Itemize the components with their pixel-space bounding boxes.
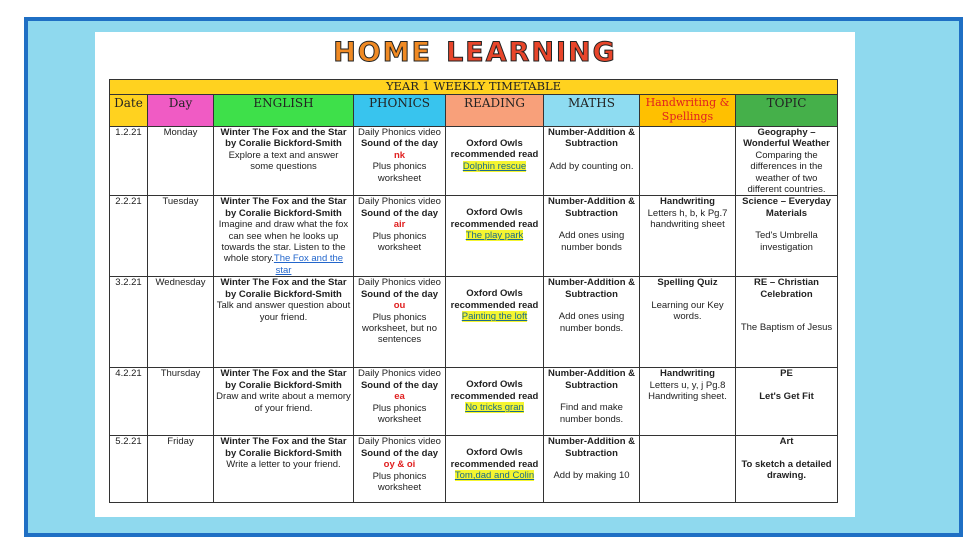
maths-task: Add ones using number bonds <box>558 230 625 253</box>
maths-cell <box>544 277 640 368</box>
banner-word-home: HOME <box>333 37 433 68</box>
english-task: Write a letter to your friend. <box>226 459 341 471</box>
table-row <box>110 436 838 503</box>
phonics-sound: oy & oi <box>383 459 416 471</box>
maths-task: Find and make number bonds. <box>559 402 624 425</box>
reading-book-link[interactable]: Painting the loft <box>461 311 528 323</box>
topic-cell <box>736 277 838 368</box>
handwriting-cell <box>640 196 736 277</box>
phonics-sound-label: Sound of the day <box>360 207 439 219</box>
maths-title: Number-Addition & Subtraction <box>547 368 636 391</box>
phonics-worksheet: Plus phonics worksheet <box>372 470 427 493</box>
phonics-cell <box>354 127 446 196</box>
phonics-video: Daily Phonics video <box>358 277 441 289</box>
english-title: Winter The Fox and the Star by Coralie Bickford-Smith <box>220 277 347 300</box>
reading-cell <box>446 436 544 503</box>
header-maths: MATHS <box>544 95 640 127</box>
timetable-title: YEAR 1 WEEKLY TIMETABLE <box>110 80 838 95</box>
date-cell: 4.2.21 <box>110 368 148 436</box>
phonics-video: Daily Phonics video <box>358 196 441 208</box>
handwriting-cell <box>640 127 736 196</box>
topic-task: To sketch a detailed drawing. <box>741 458 832 482</box>
timetable-sheet <box>95 32 855 517</box>
topic-title: Science – Everyday Materials <box>742 196 831 219</box>
phonics-cell <box>354 436 446 503</box>
day-cell: Monday <box>148 127 214 196</box>
topic-task: The Baptism of Jesus <box>740 322 833 334</box>
story-video-link[interactable]: The Fox and the star <box>273 253 344 276</box>
maths-title: Number-Addition & Subtraction <box>547 127 636 150</box>
phonics-cell <box>354 368 446 436</box>
english-title: Winter The Fox and the Star by Coralie Bickford-Smith <box>220 196 347 219</box>
header-handwriting: Handwriting & Spellings <box>640 95 736 127</box>
english-task: Explore a text and answer some questions <box>228 149 339 173</box>
table-row <box>110 196 838 277</box>
maths-title: Number-Addition & Subtraction <box>547 196 636 219</box>
english-cell <box>214 436 354 503</box>
english-cell <box>214 196 354 277</box>
english-title: Winter The Fox and the Star by Coralie Bickford-Smith <box>220 436 347 459</box>
reading-cell <box>446 196 544 277</box>
phonics-cell <box>354 277 446 368</box>
handwriting-cell <box>640 277 736 368</box>
topic-title: RE – Christian Celebration <box>754 277 819 300</box>
header-phonics: PHONICS <box>354 95 446 127</box>
table-row <box>110 368 838 436</box>
maths-task: Add by counting on. <box>549 160 634 172</box>
reading-cell <box>446 277 544 368</box>
phonics-video: Daily Phonics video <box>358 436 441 448</box>
english-task: Imagine and draw what the fox can see when he looks up towards the star. Listen to the whole story. <box>218 219 349 265</box>
phonics-sound-label: Sound of the day <box>360 288 439 300</box>
maths-task: Add by making 10 <box>553 470 630 482</box>
handwriting-title: Handwriting <box>660 196 715 208</box>
home-learning-banner <box>95 37 855 73</box>
header-reading: READING <box>446 95 544 127</box>
date-cell: 2.2.21 <box>110 196 148 277</box>
table-row <box>110 277 838 368</box>
reading-cell <box>446 368 544 436</box>
handwriting-title: Handwriting <box>660 368 715 380</box>
reading-book-link[interactable]: Dolphin rescue <box>462 160 527 172</box>
header-day: Day <box>148 95 214 127</box>
english-title: Winter The Fox and the Star by Coralie Bickford-Smith <box>220 127 347 150</box>
reading-title: Oxford Owls recommended read <box>450 207 539 230</box>
header-topic: TOPIC <box>736 95 838 127</box>
reading-book-link[interactable]: Tom,dad and Colin <box>454 470 535 482</box>
day-cell: Thursday <box>148 368 214 436</box>
handwriting-title: Spelling Quiz <box>657 277 718 289</box>
phonics-worksheet: Plus phonics worksheet <box>372 402 427 425</box>
topic-cell <box>736 436 838 503</box>
phonics-sound: air <box>393 219 406 231</box>
weekly-timetable <box>109 79 838 503</box>
maths-title: Number-Addition & Subtraction <box>547 436 636 459</box>
phonics-worksheet: Plus phonics worksheet, but no sentences <box>362 311 437 346</box>
topic-cell <box>736 368 838 436</box>
maths-cell <box>544 196 640 277</box>
maths-cell <box>544 436 640 503</box>
handwriting-cell <box>640 436 736 503</box>
header-date: Date <box>110 95 148 127</box>
phonics-sound-label: Sound of the day <box>360 379 439 391</box>
date-cell: 1.2.21 <box>110 127 148 196</box>
reading-title: Oxford Owls recommended read <box>450 288 539 311</box>
english-cell <box>214 127 354 196</box>
topic-task: Ted's Umbrella investigation <box>755 230 818 253</box>
maths-title: Number-Addition & Subtraction <box>547 277 636 300</box>
phonics-cell <box>354 196 446 277</box>
english-task: Draw and write about a memory of your friend. <box>216 391 351 414</box>
english-cell <box>214 277 354 368</box>
phonics-sound-label: Sound of the day <box>360 138 439 150</box>
handwriting-cell <box>640 368 736 436</box>
date-cell: 3.2.21 <box>110 277 148 368</box>
phonics-sound-label: Sound of the day <box>360 447 439 459</box>
maths-cell <box>544 127 640 196</box>
reading-title: Oxford Owls recommended read <box>450 138 539 161</box>
table-row <box>110 127 838 196</box>
topic-title: Art <box>779 436 794 448</box>
phonics-sound: ea <box>394 391 405 403</box>
phonics-worksheet: Plus phonics worksheet <box>372 161 427 184</box>
header-english: ENGLISH <box>214 95 354 127</box>
date-cell: 5.2.21 <box>110 436 148 503</box>
topic-title: PE <box>780 368 793 380</box>
phonics-worksheet: Plus phonics worksheet <box>372 230 427 254</box>
topic-cell <box>736 127 838 196</box>
topic-cell <box>736 196 838 277</box>
phonics-sound: nk <box>393 149 406 161</box>
english-cell <box>214 368 354 436</box>
banner-word-learning: LEARNING <box>446 37 617 68</box>
topic-task: Comparing the differences in the weather of two different countries. <box>747 149 826 196</box>
maths-task: Add ones using number bonds. <box>558 311 625 334</box>
day-cell: Friday <box>148 436 214 503</box>
phonics-video: Daily Phonics video <box>358 368 441 380</box>
handwriting-task: Learning our Key words. <box>651 299 724 323</box>
topic-task: Let's Get Fit <box>759 390 814 402</box>
topic-title: Geography – Wonderful Weather <box>743 127 830 150</box>
reading-book-link[interactable]: No tricks gran <box>465 402 524 414</box>
phonics-video: Daily Phonics video <box>358 127 441 138</box>
english-title: Winter The Fox and the Star by Coralie Bickford-Smith <box>220 368 347 391</box>
english-task: Talk and answer question about your friend. <box>216 300 351 323</box>
reading-title: Oxford Owls recommended read <box>450 447 539 470</box>
maths-cell <box>544 368 640 436</box>
day-cell: Wednesday <box>148 277 214 368</box>
day-cell: Tuesday <box>148 196 214 277</box>
reading-cell <box>446 127 544 196</box>
phonics-sound: ou <box>393 300 406 312</box>
handwriting-task: Letters u, y, j Pg.8 Handwriting sheet. <box>648 379 727 403</box>
handwriting-task: Letters h, b, k Pg.7 handwriting sheet <box>647 207 728 231</box>
reading-book-link[interactable]: The play park <box>465 230 524 242</box>
reading-title: Oxford Owls recommended read <box>450 379 539 402</box>
